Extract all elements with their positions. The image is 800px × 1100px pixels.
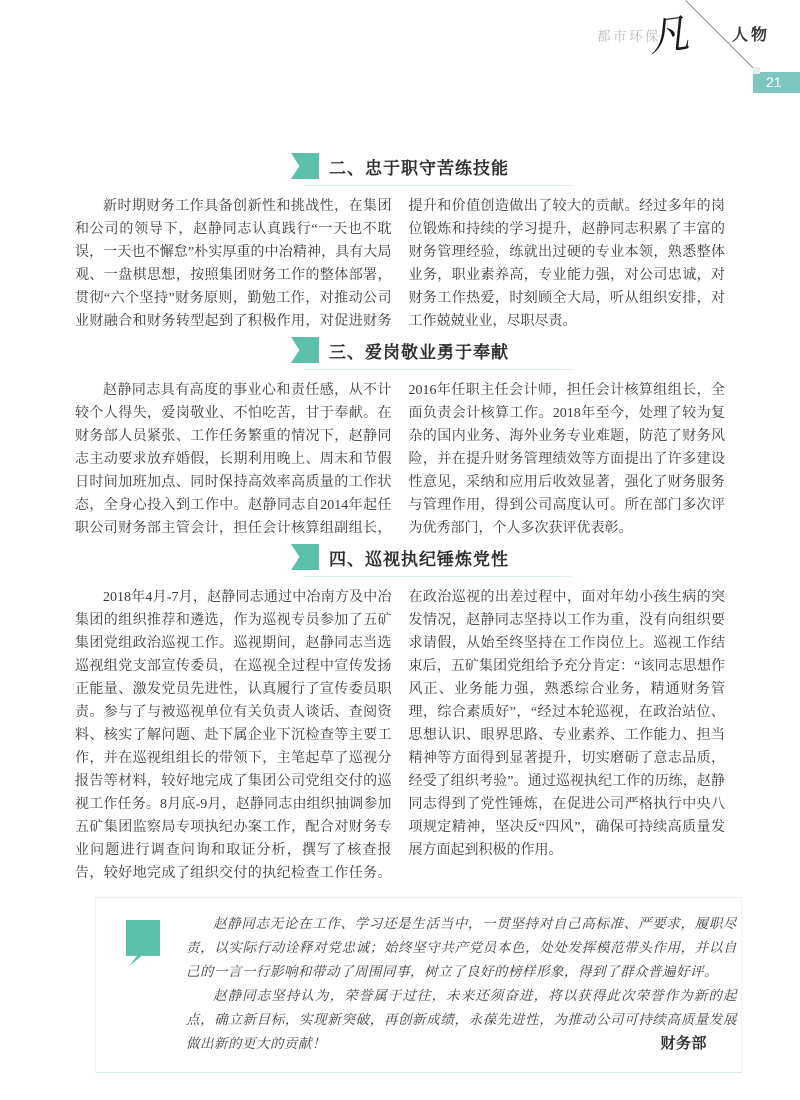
section-body-skills [75, 195, 725, 333]
section-title: 四、巡视执纪锤炼党性 [329, 549, 509, 569]
section-heading-dedication [75, 337, 725, 370]
closing-quote-box [95, 897, 742, 1073]
section-paragraph: 2018年4月-7月，赵静同志通过中冶南方及中冶集团的组织推荐和遴选，作为巡视专员参加了五矿集团党组政治巡视工作。巡视期间，赵静同志当选巡视组党支部宣传委员，在巡视全过程中宣传发扬正能量、激发党员先进性，认真履行了宣传委员职责。参与了与被巡视单位有关负责人谈话、查阅资料、核实了解问题、赴下属企业下沉检查等主要工作，并在巡视组组长的带领下，主笔起草了巡视分报告等材料，较好地完成了集团公司党组交付的巡视工作任务。8月底-9月，赵静同志由组织抽调参加五矿集团监察局专项执纪办案工作，配合对财务专业问题进行调查问询和取证分析，撰写了核查报告，较好地完成了组织交付的执纪检查工作任务。在政治巡视的出差过程中，面对年幼小孩生病的突发情况，赵静同志坚持以工作为重，没有向组织要求请假，从始至终坚持在工作岗位上。巡视工作结束后，五矿集团党组给予充分肯定：“该同志思想作风正、业务能力强，熟悉综合业务，精通财务管理，综合素质好”，“经过本轮巡视，在政治站位、思想认识、眼界思路、专业素养、工作能力、担当精神等方面得到显著提升，切实磨砺了意志品质，经受了组织考验”。通过巡视执纪工作的历练，赵静同志得到了党性锤炼，在促进公司严格执行中央八项规定精神，坚决反“四风”，确保可持续高质量发展方面起到积极的作用。 [75, 590, 725, 881]
speech-bubble-icon [126, 920, 160, 966]
article-body [75, 140, 737, 1073]
section-paragraph: 赵静同志具有高度的事业心和责任感，从不计较个人得失，爱岗敬业、不怕吃苦，甘于奉献。在财务部人员紧张、工作任务繁重的情况下，赵静同志主动要求放弃婚假，长期利用晚上、周末和节假日时间加班加点、同时保持高效率高质量的工作状态，全身心投入到工作中。赵静同志自2014年起任职公司财务部主管会计，担任会计核算组副组长，2016年任职主任会计师，担任会计核算组组长，全面负责会计核算工作。2018年至今，处理了较为复杂的国内业务、海外业务专业难题，防范了财务风险，并在提升财务管理绩效等方面提出了许多建设性意见，采纳和应用后收效显著，强化了财务服务与管理作用，得到公司高度认可。所在部门多次评为优秀部门，个人多次获评优表彰。 [75, 383, 725, 536]
brand-text: 都市环保 [597, 29, 661, 44]
section-title: 三、爱岗敬业勇于奉献 [329, 342, 509, 362]
section-paragraph: 新时期财务工作具备创新性和挑战性，在集团和公司的领导下，赵静同志认真践行“一天也不耽误，一天也不懈怠”朴实厚重的中冶精神，具有大局观、一盘棋思想，按照集团财务工作的整体部署，贯彻“六个坚持”财务原则，勤勉工作，对推动公司业财融合和财务转型起到了积极作用，对促进财务提升和价值创造做出了较大的贡献。经过多年的岗位锻炼和持续的学习提升，赵静同志积累了丰富的财务管理经验，练就出过硬的专业本领，熟悉整体业务，职业素养高，专业能力强，对公司忠诚，对财务工作热爱，时刻顾全大局，听从组织安排，对工作兢兢业业，尽职尽责。 [75, 199, 725, 329]
section-heading-skills [75, 153, 725, 186]
heading-marker-icon [291, 153, 319, 179]
quote-content [186, 912, 737, 1056]
quote-paragraph: 赵静同志坚持认为，荣誉属于过往，未来还须奋进，将以获得此次荣誉作为新的起点，确立新目标，实现新突破，再创新成绩，永葆先进性，为推动公司可持续高质量发展做出新的更大的贡献！ [186, 988, 737, 1051]
section-body-inspection [75, 586, 725, 885]
quote-paragraph: 赵静同志无论在工作、学习还是生活当中，一贯坚持对自己高标准、严要求，履职尽责，以实际行动诠释对党忠诚；始终坚守共产党员本色，处处发挥模范带头作用，并以自己的一言一行影响和带动了周围同事，树立了良好的榜样形象，得到了群众普遍好评。 [186, 916, 737, 979]
section-title: 二、忠于职守苦练技能 [329, 158, 509, 178]
brand-calligraphy-icon: 凡 [645, 10, 692, 61]
heading-marker-icon [291, 337, 319, 363]
section-body-dedication [75, 379, 725, 540]
section-heading-inspection [75, 544, 725, 577]
page-number-badge: 21 [753, 72, 800, 93]
heading-marker-icon [291, 544, 319, 570]
section-label: 人物 [732, 27, 771, 44]
quote-signature: 财务部 [660, 1035, 707, 1052]
